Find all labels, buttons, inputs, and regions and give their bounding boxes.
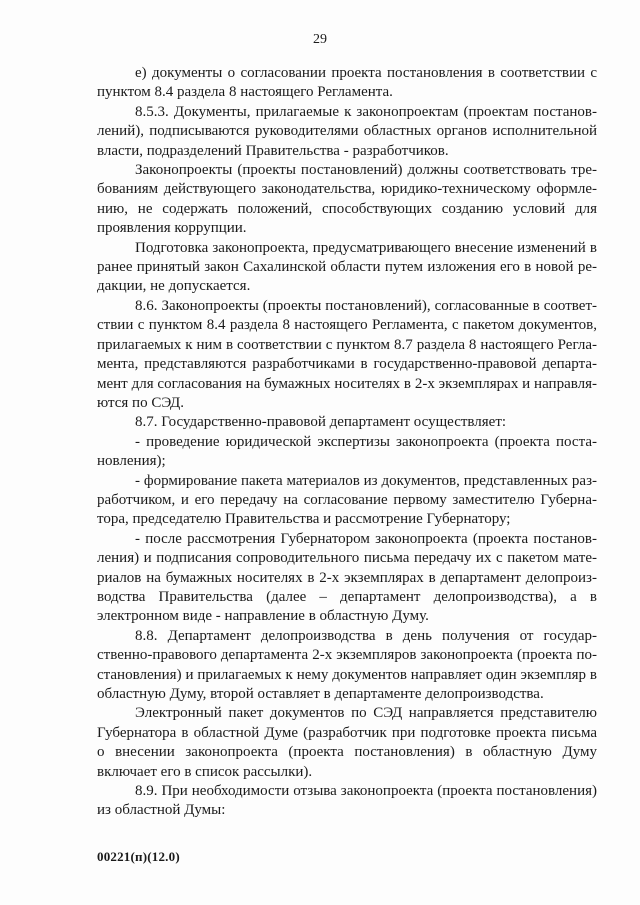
list-item-after-review: - после рассмотрения Губернатором законопроекта (проекта постановления) и подписания сопроводительного письма передачу их с пакетом материалов на бумажных носителях в 2-х экземплярах в департамент делопроизводства Правительства (далее – департамент делопроизводства), а в электронном виде - направление в областную Думу. bbox=[97, 530, 597, 625]
paragraph-electronic-package: Электронный пакет документов по СЭД направляется представителю Губернатора в областной Думе (разработчик при подготовке проекта письма о внесении законопроекта (проекта постановления) в областную Думу включает его в список рассылки). bbox=[97, 705, 597, 780]
document-body bbox=[97, 64, 597, 821]
paragraph-8-8: 8.8. Департамент делопроизводства в день получения от государственно-правового департамента 2-х экземпляров законопроекта (проекта постановления) и прилагаемых к нему документов направляет один экземпляр в областную Думу, второй оставляет в департаменте делопроизводства. bbox=[97, 627, 597, 702]
paragraph-8-5-3: 8.5.3. Документы, прилагаемые к законопроектам (проектам постановлений), подписываются руководителями областных органов исполнительной власти, подразделений Правительства - разработчиков. bbox=[97, 103, 597, 159]
document-code: 00221(п)(12.0) bbox=[97, 849, 180, 864]
paragraph-8-9: 8.9. При необходимости отзыва законопроекта (проекта постановления) из областной Думы: bbox=[97, 783, 597, 819]
paragraph-8-6: 8.6. Законопроекты (проекты постановлений), согласованные в соответствии с пунктом 8.4 раздела 8 настоящего Регламента, с пакетом документов, прилагаемых к ним в соответствии с пунктом 8.7 раздела 8 настоящего Регламента, представляются разработчиками в государственно-правовой департамент для согласования на бумажных носителях в 2-х экземплярах и направляются по СЭД. bbox=[97, 297, 597, 411]
list-item-package-forming: - формирование пакета материалов из документов, представленных разработчиком, и его передачу на согласование первому заместителю Губернатора, председателю Правительства и рассмотрение Губернатору; bbox=[97, 472, 597, 528]
paragraph-item-e: е) документы о согласовании проекта постановления в соответствии с пунктом 8.4 раздела 8 настоящего Регламента. bbox=[97, 65, 597, 101]
paragraph-8-7: 8.7. Государственно-правовой департамент осуществляет: bbox=[135, 414, 507, 431]
paragraph-new-edition: Подготовка законопроекта, предусматривающего внесение изменений в ранее принятый закон Сахалинской области путем изложения его в новой редакции, не допускается. bbox=[97, 239, 597, 295]
paragraph-requirements: Законопроекты (проекты постановлений) должны соответствовать требованиям действующего законодательства, юридико-техническому оформлению, не содержать положений, способствующих созданию условий для проявления коррупции. bbox=[97, 162, 597, 237]
page-number: 29 bbox=[313, 32, 327, 47]
list-item-legal-review: - проведение юридической экспертизы законопроекта (проекта постановления); bbox=[97, 433, 597, 470]
